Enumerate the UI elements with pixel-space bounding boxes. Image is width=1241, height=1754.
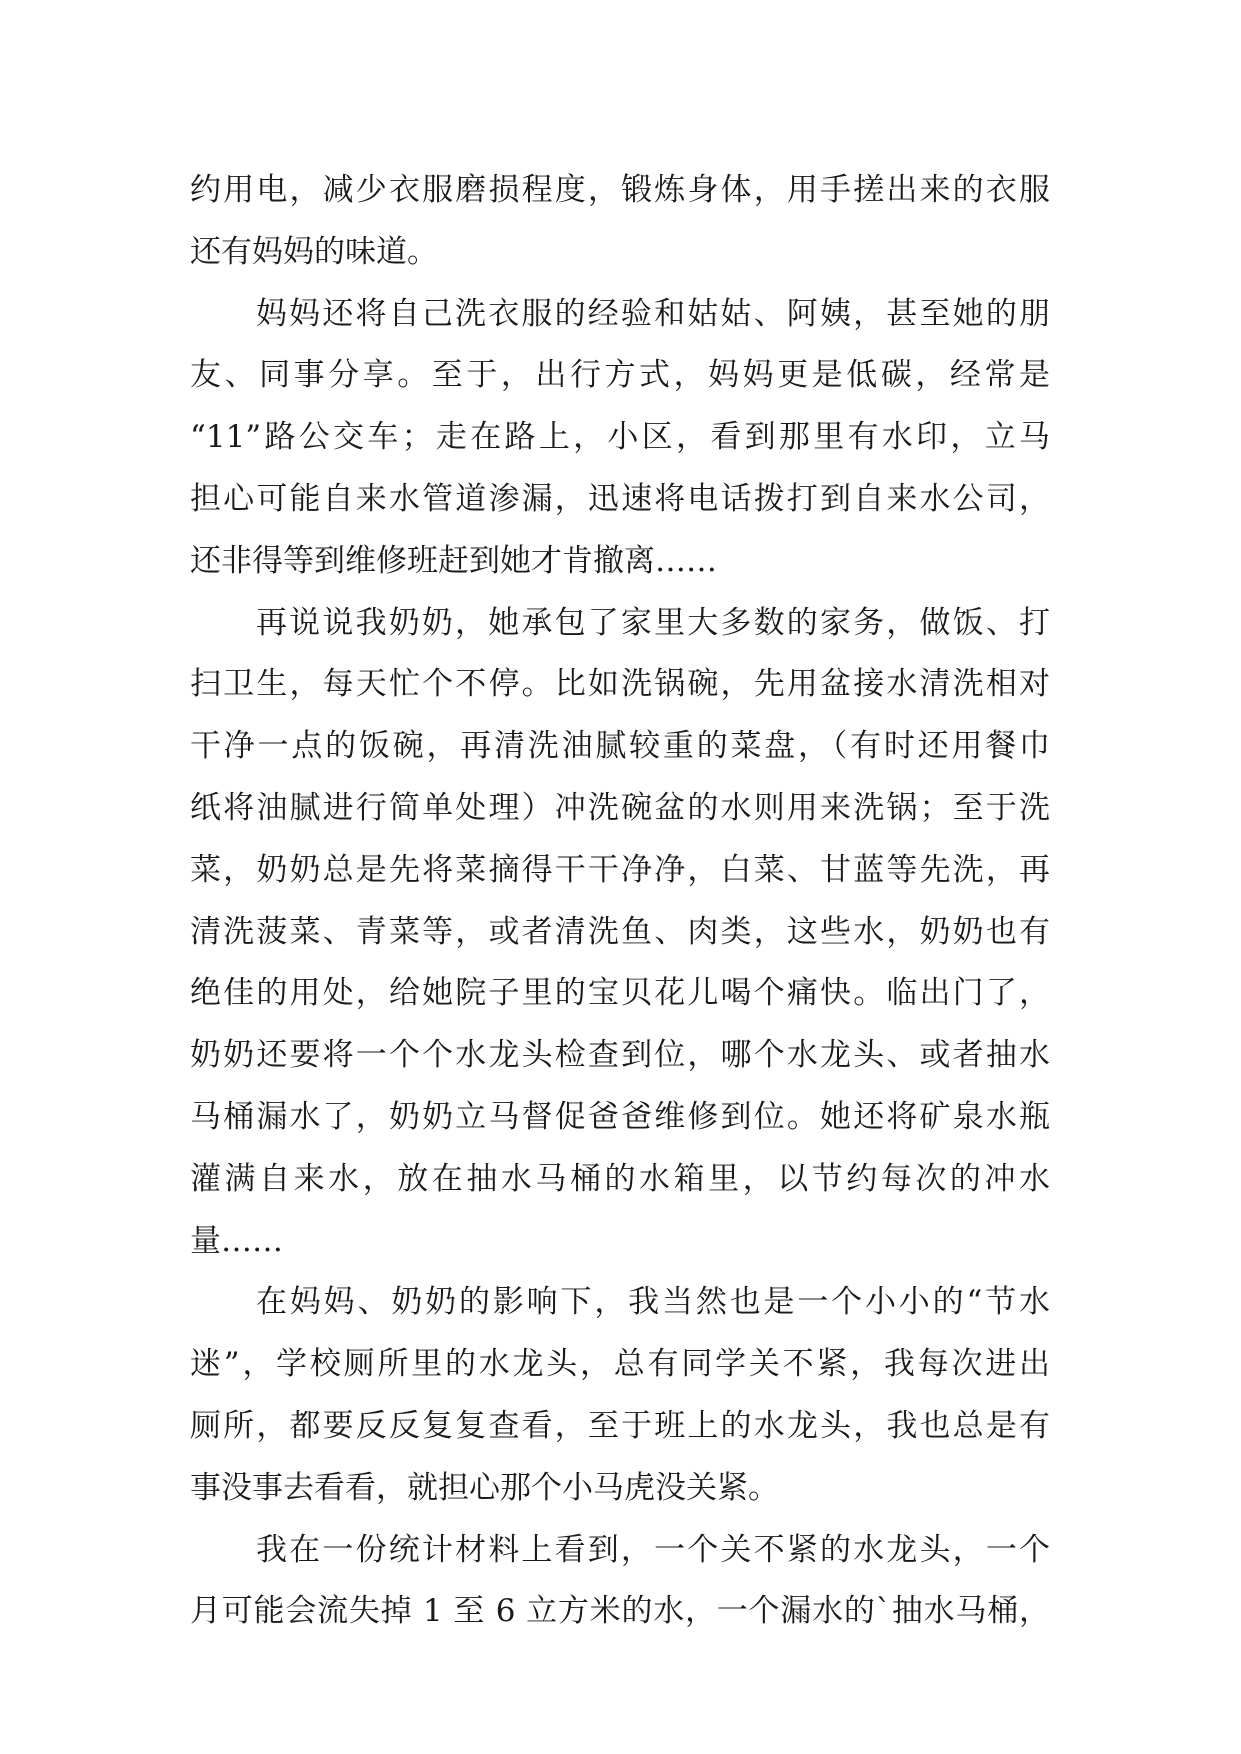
- text-line: 奶奶还要将一个个水龙头检查到位，哪个水龙头、或者抽水: [190, 1037, 1050, 1074]
- text-line: 我在一份统计材料上看到，一个关不紧的水龙头，一个: [256, 1531, 1050, 1568]
- text-line: 迷”，学校厕所里的水龙头，总有同学关不紧，我每次进出: [190, 1346, 1050, 1383]
- text-line: 还有妈妈的味道。: [190, 233, 438, 270]
- text-line: 友、同事分享。至于，出行方式，妈妈更是低碳，经常是: [190, 357, 1050, 394]
- text-line: 约用电，减少衣服磨损程度，锻炼身体，用手搓出来的衣服: [190, 172, 1050, 208]
- text-line: “11”路公交车；走在路上，小区，看到那里有水印，立马: [190, 419, 1050, 456]
- text-line: 月可能会流失掉 1 至 6 立方米的水，一个漏水的`抽水马桶，: [190, 1593, 1050, 1630]
- text-line: 还非得等到维修班赶到她才肯撤离……: [190, 542, 717, 579]
- text-line: 灌满自来水，放在抽水马桶的水箱里，以节约每次的冲水: [190, 1160, 1050, 1197]
- text-line: 妈妈还将自己洗衣服的经验和姑姑、阿姨，甚至她的朋: [256, 295, 1050, 332]
- text-line: 清洗菠菜、青菜等，或者清洗鱼、肉类，这些水，奶奶也有: [190, 913, 1050, 950]
- text-line: 菜，奶奶总是先将菜摘得干干净净，白菜、甘蓝等先洗，再: [190, 851, 1050, 888]
- text-line: 马桶漏水了，奶奶立马督促爸爸维修到位。她还将矿泉水瓶: [190, 1098, 1050, 1135]
- text-line: 量……: [190, 1222, 283, 1259]
- text-line: 担心可能自来水管道渗漏，迅速将电话拨打到自来水公司，: [190, 480, 1050, 517]
- text-line: 纸将油腻进行简单处理）冲洗碗盆的水则用来洗锅；至于洗: [190, 789, 1050, 826]
- text-line: 事没事去看看，就担心那个小马虎没关紧。: [190, 1469, 779, 1506]
- body-text: [190, 160, 1050, 1643]
- text-line: 绝佳的用处，给她院子里的宝贝花儿喝个痛快。临出门了，: [190, 975, 1050, 1012]
- text-line: 厕所，都要反反复复查看，至于班上的水龙头，我也总是有: [190, 1407, 1050, 1444]
- text-line: 扫卫生，每天忙个不停。比如洗锅碗，先用盆接水清洗相对: [190, 666, 1050, 703]
- text-line: 干净一点的饭碗，再清洗油腻较重的菜盘，（有时还用餐巾: [190, 728, 1050, 765]
- text-line: 再说说我奶奶，她承包了家里大多数的家务，做饭、打: [256, 604, 1050, 641]
- text-line: 在妈妈、奶奶的影响下，我当然也是一个小小的“节水: [256, 1284, 1050, 1321]
